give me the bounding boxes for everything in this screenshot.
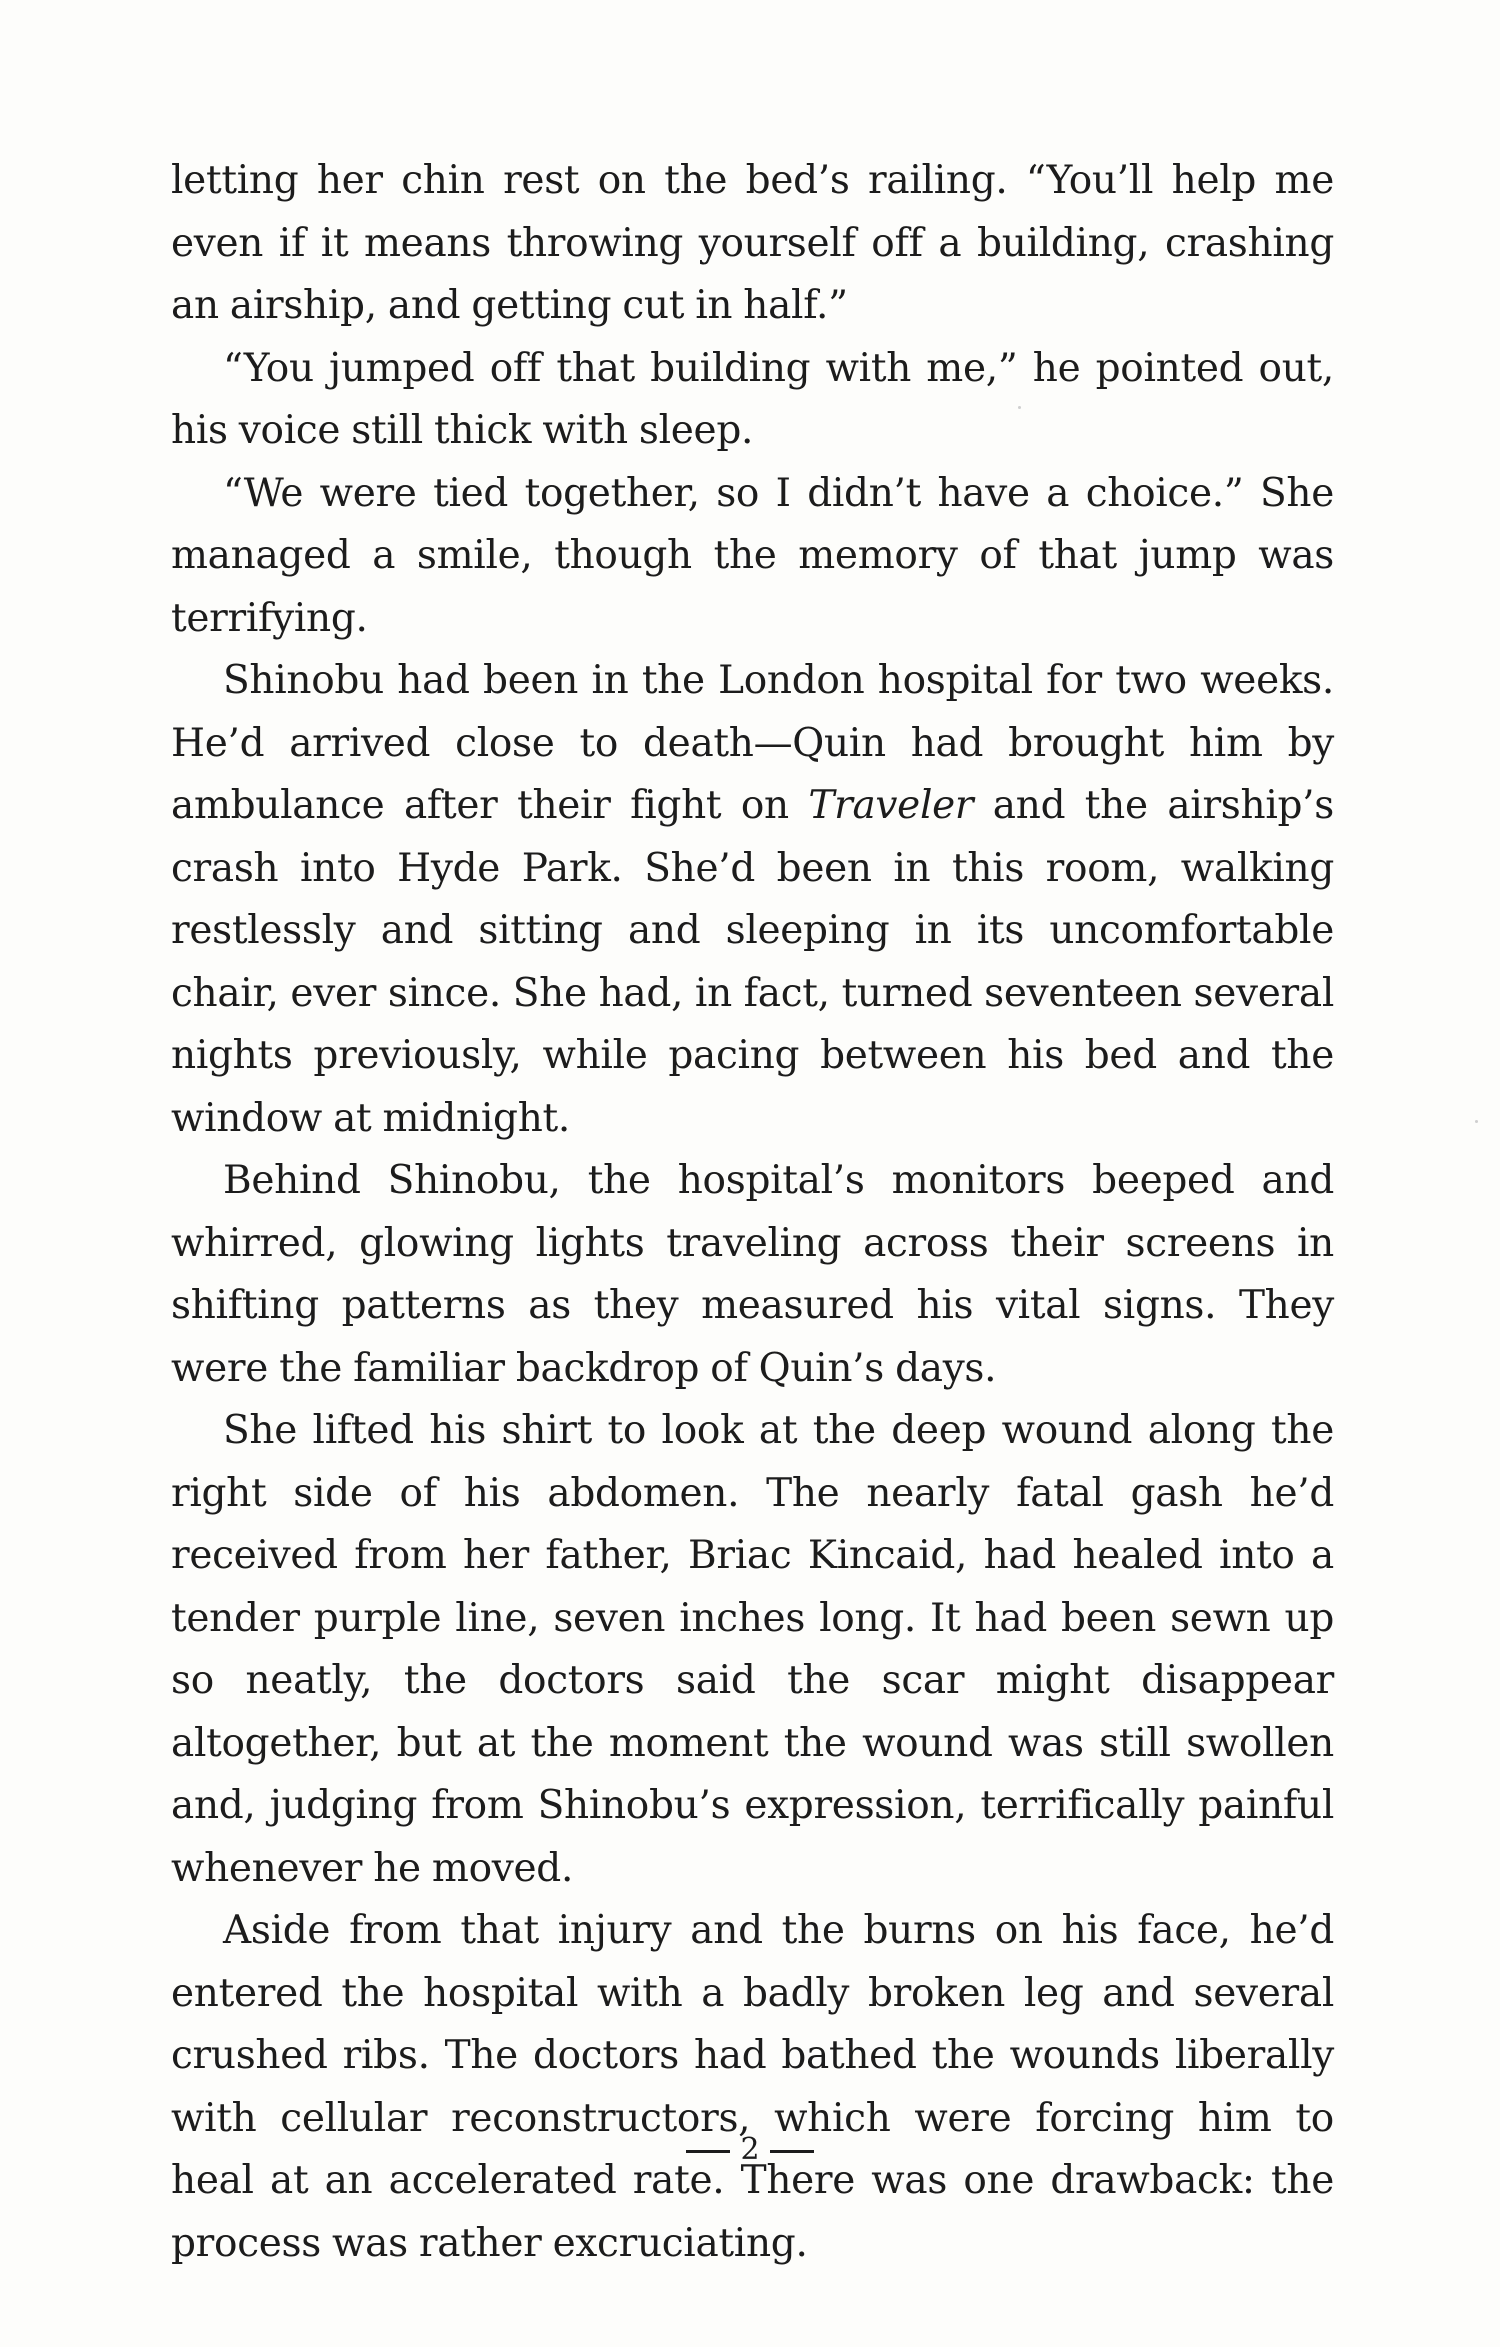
- paragraph-7: Aside from that injury and the burns on his face, he’d entered the hospital with a badly broken leg and several crushed ribs. The doctors had bathed the wounds liberally with cellular reconstructors, which were forcing him to heal at an accelerated rate. There was one drawback: the process was rather excruciating.: [171, 1908, 1334, 2266]
- paragraph-4: [171, 650, 1334, 1150]
- page-body: [171, 150, 1334, 2275]
- paragraph-4-text-before: Shinobu had been in the London hospital for two weeks. He’d arrived close to death—Quin had brought him by ambulance after their fight on: [171, 658, 1334, 828]
- paragraph-3: “We were tied together, so I didn’t have a choice.” She managed a smile, though the memory of that jump was terrifying.: [171, 470, 1334, 641]
- paragraph-2: “You jumped off that building with me,” he pointed out, his voice still thick with sleep.: [171, 345, 1334, 453]
- paragraph-1: letting her chin rest on the bed’s railing. “You’ll help me even if it means throwing yourself off a building, crashing an airship, and getting cut in half.”: [171, 158, 1334, 328]
- paragraph-4-text-after: and the airship’s crash into Hyde Park. She’d been in this room, walking restlessly and sitting and sleeping in its uncomfortable chair, ever since. She had, in fact, turned seventeen several nights previously, while pacing between his bed and the window at midnight.: [171, 783, 1334, 1141]
- page-number: 2: [740, 2132, 760, 2167]
- airship-name-italic: Traveler: [808, 783, 974, 828]
- folio-dash-right: [770, 2150, 814, 2153]
- paper-speck: [1018, 406, 1021, 409]
- folio-dash-left: [686, 2150, 730, 2153]
- paragraph-5: Behind Shinobu, the hospital’s monitors beeped and whirred, glowing lights traveling across their screens in shifting patterns as they measured his vital signs. They were the familiar backdrop of Quin’s days.: [171, 1158, 1334, 1391]
- page-folio: [0, 2130, 1500, 2170]
- paragraph-6: She lifted his shirt to look at the deep wound along the right side of his abdomen. The nearly fatal gash he’d received from her father, Briac Kincaid, had healed into a tender purple line, seven inches long. It had been sewn up so neatly, the doctors said the scar might disappear altogether, but at the moment the wound was still swollen and, judging from Shinobu’s expression, terrifically painful whenever he moved.: [171, 1408, 1334, 1891]
- paper-speck: [1475, 1120, 1478, 1123]
